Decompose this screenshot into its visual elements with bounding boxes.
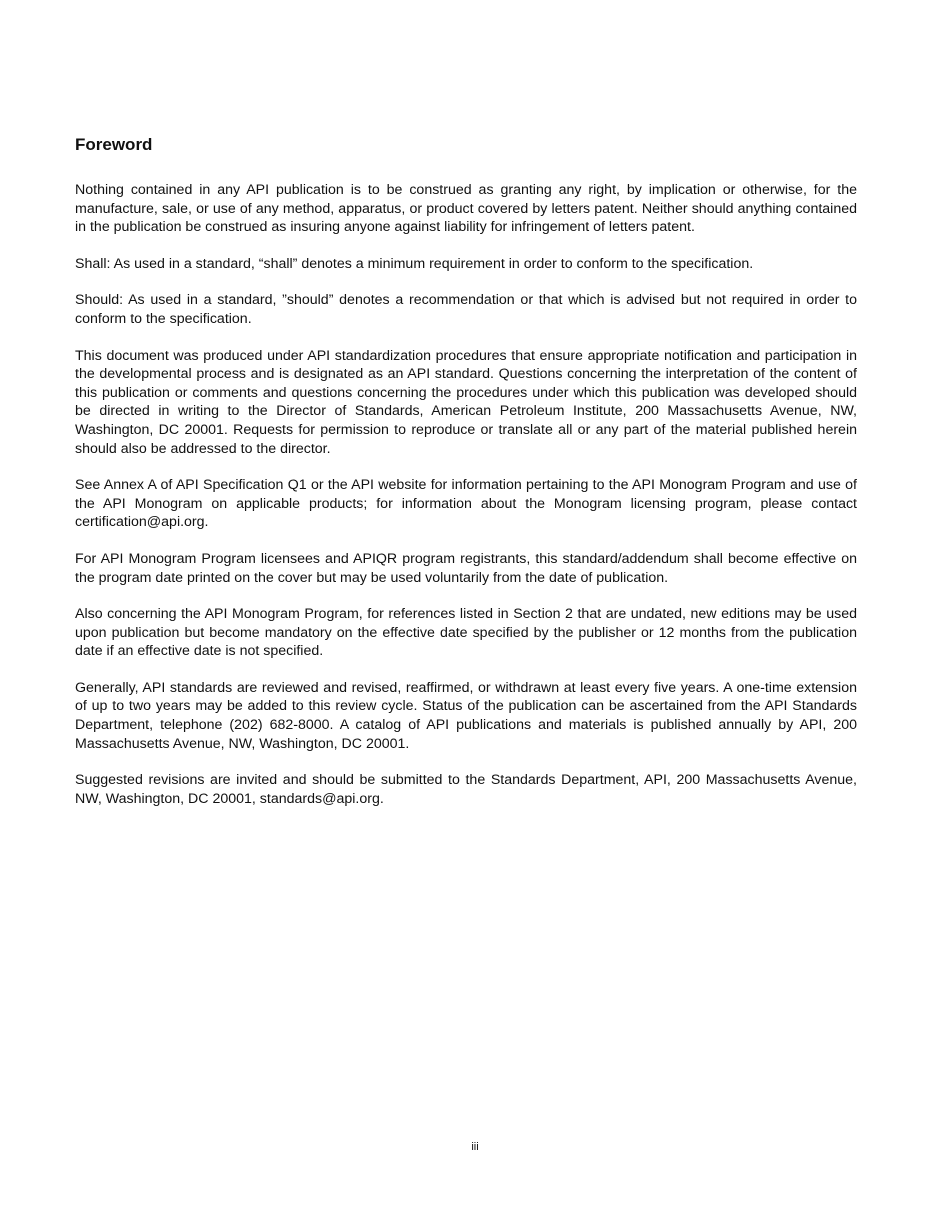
foreword-body [75,181,857,808]
paragraph-undated-references: Also concerning the API Monogram Program, for references listed in Section 2 that are undated, new editions may be used upon publication but become mandatory on the effective date specified by the publisher or 12 months from the publication date if an effective date is not specified. [75,606,857,660]
paragraph-effective-date: For API Monogram Program licensees and APIQR program registrants, this standard/addendum shall become effective on the program date printed on the cover but may be used voluntarily from the date of publication. [75,550,857,586]
paragraph-should-definition: Should: As used in a standard, ”should” denotes a recommendation or that which is advised but not required in order to conform to the specification. [75,292,857,327]
page-content [75,134,857,826]
paragraph-review-cycle: Generally, API standards are reviewed and revised, reaffirmed, or withdrawn at least every five years. A one-time extension of up to two years may be added to this review cycle. Status of the publication can be ascertained from the API Standards Department, telephone (202) 682-8000. A catalog of API publications and materials is published annually by API, 200 Massachusetts Avenue, NW, Washington, DC 20001. [75,679,857,752]
paragraph-monogram-program: See Annex A of API Specification Q1 or the API website for information pertaining to the API Monogram Program and use of the API Monogram on applicable products; for information about the Monogram licensing program, please contact certification@api.org. [75,477,857,531]
paragraph-standardization-procedures: This document was produced under API standardization procedures that ensure appropriate notification and participation in the developmental process and is designated as an API standard. Questions concerning the interpretation of the content of this publication or comments and questions concerning the procedures under which this publication was developed should be directed in writing to the Director of Standards, American Petroleum Institute, 200 Massachusetts Avenue, NW, Washington, DC 20001. Requests for permission to reproduce or translate all or any part of the material published herein should also be addressed to the director. [75,347,857,457]
paragraph-shall-definition: Shall: As used in a standard, “shall” denotes a minimum requirement in order to conform to the specification. [75,255,754,272]
page-number: iii [471,1141,479,1153]
page-title: Foreword [75,135,153,154]
paragraph-suggested-revisions: Suggested revisions are invited and should be submitted to the Standards Department, API, 200 Massachusetts Avenue, NW, Washington, DC 20001, standards@api.org. [75,772,857,807]
paragraph-patent-disclaimer: Nothing contained in any API publication is to be construed as granting any right, by implication or otherwise, for the manufacture, sale, or use of any method, apparatus, or product covered by letters patent. Neither should anything contained in the publication be construed as insuring anyone against liability for infringement of letters patent. [75,182,857,236]
